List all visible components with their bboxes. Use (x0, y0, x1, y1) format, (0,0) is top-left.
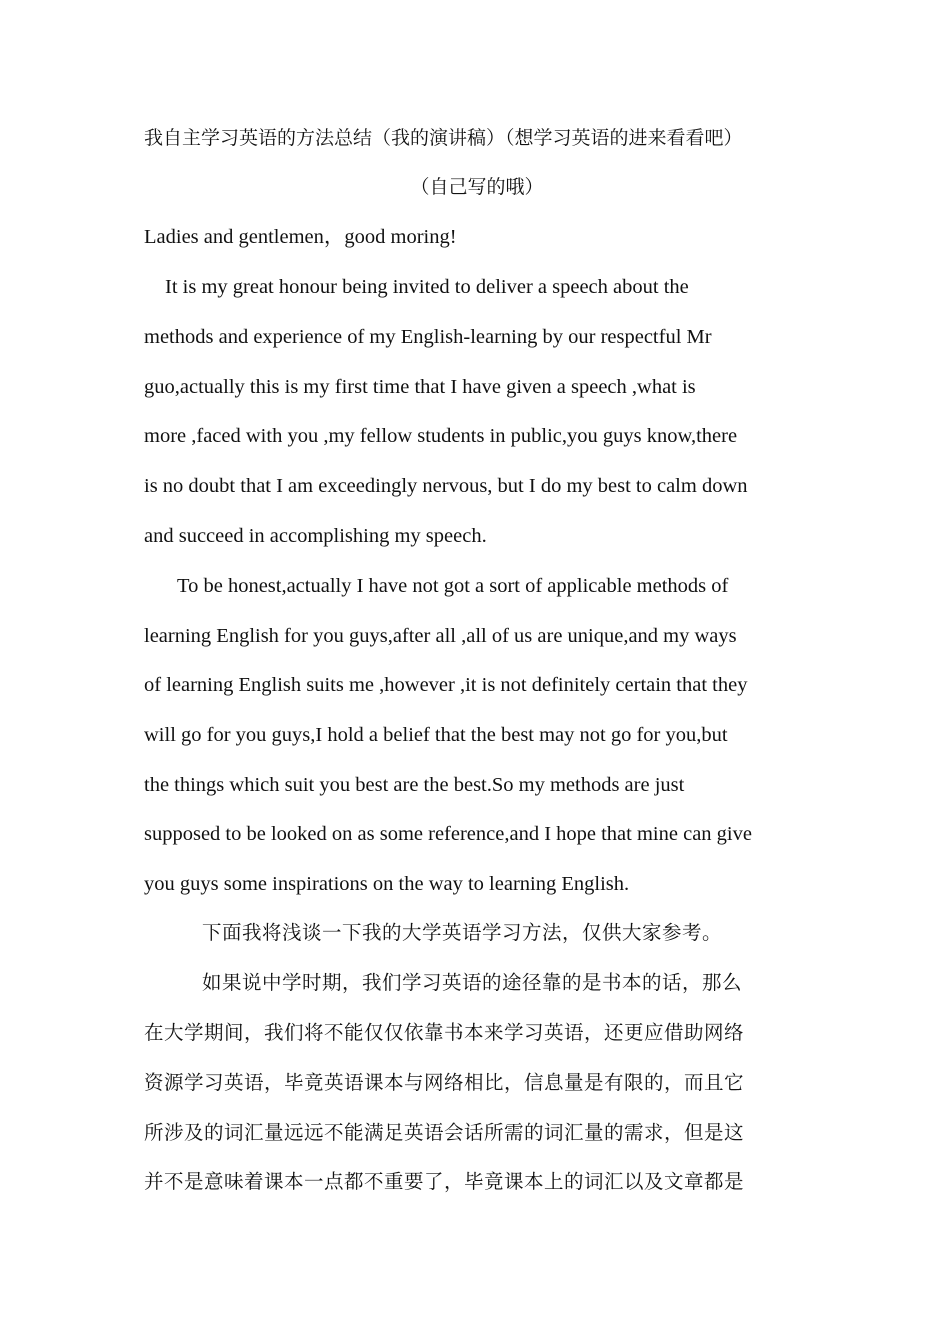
paragraph-line: guo,actually this is my first time that I have given a speech ,what is (144, 376, 696, 398)
paragraph-line: It is my great honour being invited to deliver a speech about the (165, 276, 689, 298)
paragraph-line: methods and experience of my English-learning by our respectful Mr (144, 326, 712, 348)
paragraph-line: 下面我将浅谈一下我的大学英语学习方法，仅供大家参考。 (202, 921, 723, 944)
paragraph-line: you guys some inspirations on the way to learning English. (144, 873, 630, 895)
paragraph-line: more ,faced with you ,my fellow students in public,you guys know,there (144, 425, 738, 447)
paragraph-line: To be honest,actually I have not got a sort of applicable methods of (177, 575, 729, 597)
paragraph-line: 在大学期间，我们将不能仅仅依靠书本来学习英语，还更应借助网络 (144, 1021, 745, 1044)
paragraph-line: 如果说中学时期，我们学习英语的途径靠的是书本的话，那么 (202, 971, 743, 994)
document-subtitle: （自己写的哦） (410, 176, 544, 198)
paragraph-line: supposed to be looked on as some reference,and I hope that mine can give (144, 823, 752, 845)
paragraph-line: and succeed in accomplishing my speech. (144, 525, 487, 547)
paragraph-line: learning English for you guys,after all ,all of us are unique,and my ways (144, 625, 737, 647)
paragraph-line: of learning English suits me ,however ,it is not definitely certain that they (144, 674, 748, 696)
greeting-line: Ladies and gentlemen，good moring! (144, 226, 457, 248)
paragraph-line: will go for you guys,I hold a belief that the best may not go for you,but (144, 724, 728, 746)
paragraph-line: 并不是意味着课本一点都不重要了，毕竟课本上的词汇以及文章都是 (144, 1170, 745, 1193)
document-title: 我自主学习英语的方法总结（我的演讲稿）（想学习英语的进来看看吧） (144, 127, 743, 149)
paragraph-line: 所涉及的词汇量远远不能满足英语会话所需的词汇量的需求，但是这 (144, 1121, 745, 1144)
paragraph-line: is no doubt that I am exceedingly nervous, but I do my best to calm down (144, 475, 748, 497)
paragraph-line: the things which suit you best are the best.So my methods are just (144, 774, 685, 796)
paragraph-line: 资源学习英语，毕竟英语课本与网络相比，信息量是有限的，而且它 (144, 1071, 745, 1094)
